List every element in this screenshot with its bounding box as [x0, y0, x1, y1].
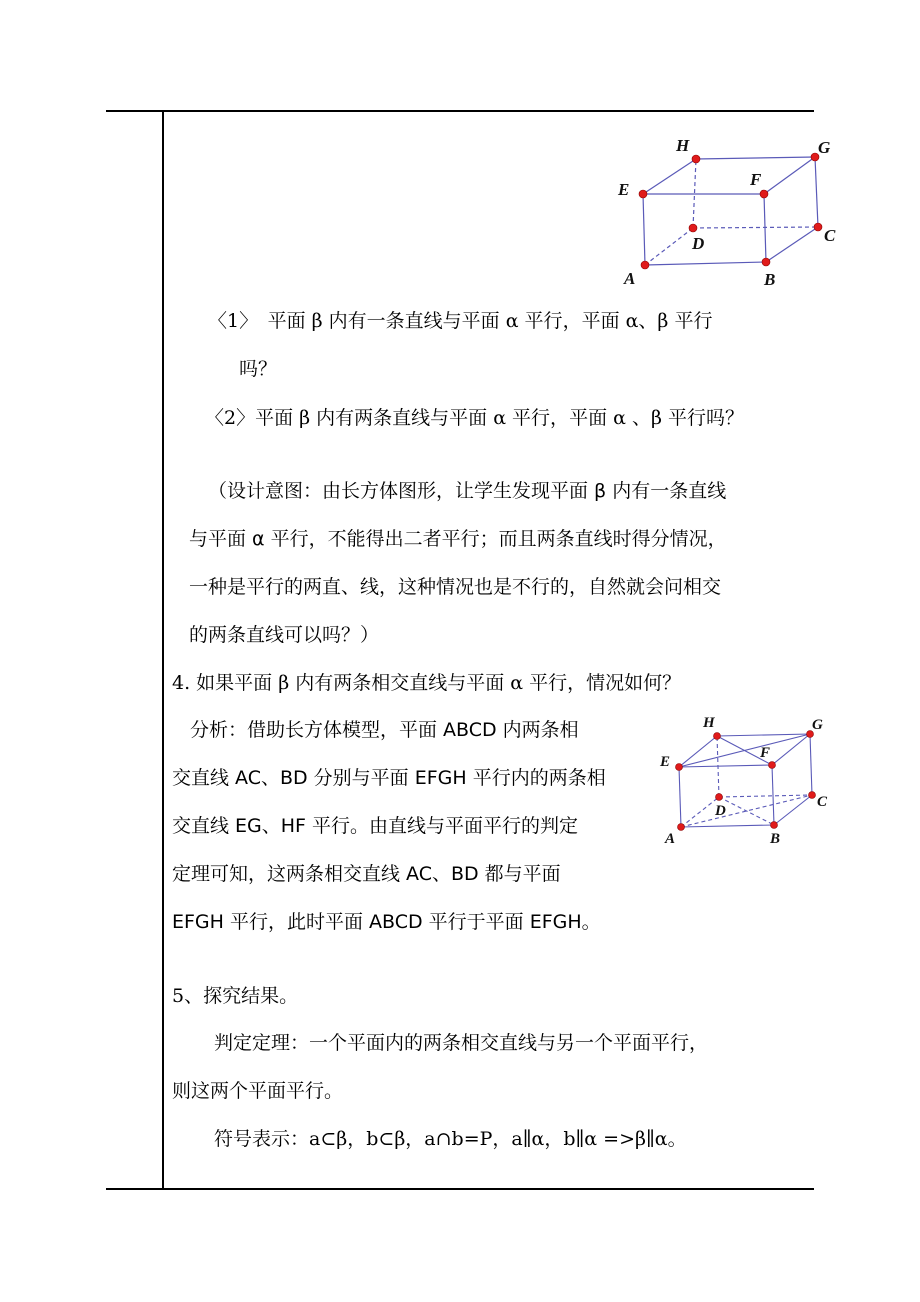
- vertex-a: [678, 824, 685, 831]
- edge-cg: [810, 734, 812, 795]
- theorem-line-1: 判定定理：一个平面内的两条相交直线与另一个平面平行，: [214, 1032, 709, 1054]
- edge-ab: [645, 262, 766, 265]
- edge-fg: [764, 157, 815, 194]
- diagonal-bd: [719, 797, 774, 825]
- vertex-d: [716, 794, 723, 801]
- label-g: G: [818, 138, 831, 157]
- edge-bc: [766, 227, 818, 262]
- label-b: B: [770, 831, 781, 847]
- label-a: A: [624, 269, 636, 288]
- table-top-border: [106, 110, 814, 112]
- edge-eh: [643, 159, 696, 194]
- section-5-heading: 5、探究结果。: [172, 985, 299, 1007]
- vertex-b: [771, 822, 778, 829]
- question-1-line-2: 吗？: [239, 358, 278, 380]
- label-a: A: [665, 831, 676, 847]
- vertex-e: [639, 190, 647, 198]
- edge-hg: [696, 157, 815, 159]
- edge-dc: [719, 795, 812, 797]
- label-d: D: [715, 803, 726, 819]
- design-intent-line-2: 与平面 α 平行，不能得出二者平行；而且两条直线时得分情况，: [189, 528, 727, 550]
- edge-ef: [679, 765, 772, 767]
- label-h: H: [676, 136, 690, 155]
- analysis-line-4: 定理可知，这两条相交直线 AC、BD 都与平面: [172, 863, 561, 885]
- vertex-a: [641, 261, 649, 269]
- symbol-notation: 符号表示：a⊂β，b⊂β，a∩b=P，a∥α，b∥α =>β∥α。: [214, 1128, 687, 1150]
- edge-ae: [643, 194, 645, 265]
- table-column-divider: [162, 110, 164, 1190]
- vertex-f: [760, 190, 768, 198]
- theorem-line-2: 则这两个平面平行。: [172, 1080, 344, 1102]
- edge-ad: [681, 797, 719, 827]
- cuboid-figure-1: [612, 132, 842, 292]
- label-h: H: [703, 715, 715, 731]
- label-d: D: [692, 234, 705, 253]
- design-intent-line-4: 的两条直线可以吗？）: [189, 624, 380, 646]
- vertex-e: [676, 764, 683, 771]
- analysis-line-5: EFGH 平行，此时平面 ABCD 平行于平面 EFGH。: [172, 911, 601, 933]
- question-1-line-1: 〈1〉 平面 β 内有一条直线与平面 α 平行，平面 α、β 平行: [208, 310, 713, 332]
- cuboid-figure-2: [658, 712, 838, 847]
- label-e: E: [618, 180, 630, 199]
- design-intent-line-3: 一种是平行的两直、线，这种情况也是不行的，自然就会问相交: [189, 576, 722, 598]
- table-bottom-border: [106, 1188, 814, 1190]
- edge-ad: [645, 228, 693, 265]
- section-4-heading: 4. 如果平面 β 内有两条相交直线与平面 α 平行，情况如何？: [172, 672, 682, 694]
- question-2: 〈2〉平面 β 内有两条直线与平面 α 平行，平面 α 、β 平行吗？: [205, 407, 744, 429]
- label-b: B: [764, 270, 776, 289]
- analysis-line-1: 分析：借助长方体模型，平面 ABCD 内两条相: [190, 719, 579, 741]
- label-e: E: [660, 754, 671, 770]
- edge-dc: [693, 227, 818, 228]
- design-intent-line-1: （设计意图：由长方体图形，让学生发现平面 β 内有一条直线: [208, 480, 727, 502]
- vertex-c: [814, 223, 822, 231]
- vertex-h: [692, 155, 700, 163]
- label-c: C: [817, 794, 828, 810]
- vertex-c: [809, 792, 816, 799]
- vertex-b: [762, 258, 770, 266]
- label-f: F: [760, 745, 771, 761]
- label-f: F: [750, 170, 762, 189]
- label-g: G: [812, 717, 823, 733]
- edge-bf: [772, 765, 774, 825]
- vertex-h: [714, 733, 721, 740]
- analysis-line-2: 交直线 AC、BD 分别与平面 EFGH 平行内的两条相: [172, 767, 606, 789]
- label-c: C: [824, 226, 836, 245]
- edge-ae: [679, 767, 681, 827]
- vertex-d: [689, 224, 697, 232]
- edge-cg: [815, 157, 818, 227]
- vertex-f: [769, 762, 776, 769]
- edge-ab: [681, 825, 774, 827]
- edge-hg: [717, 734, 810, 736]
- analysis-line-3: 交直线 EG、HF 平行。由直线与平面平行的判定: [172, 815, 579, 837]
